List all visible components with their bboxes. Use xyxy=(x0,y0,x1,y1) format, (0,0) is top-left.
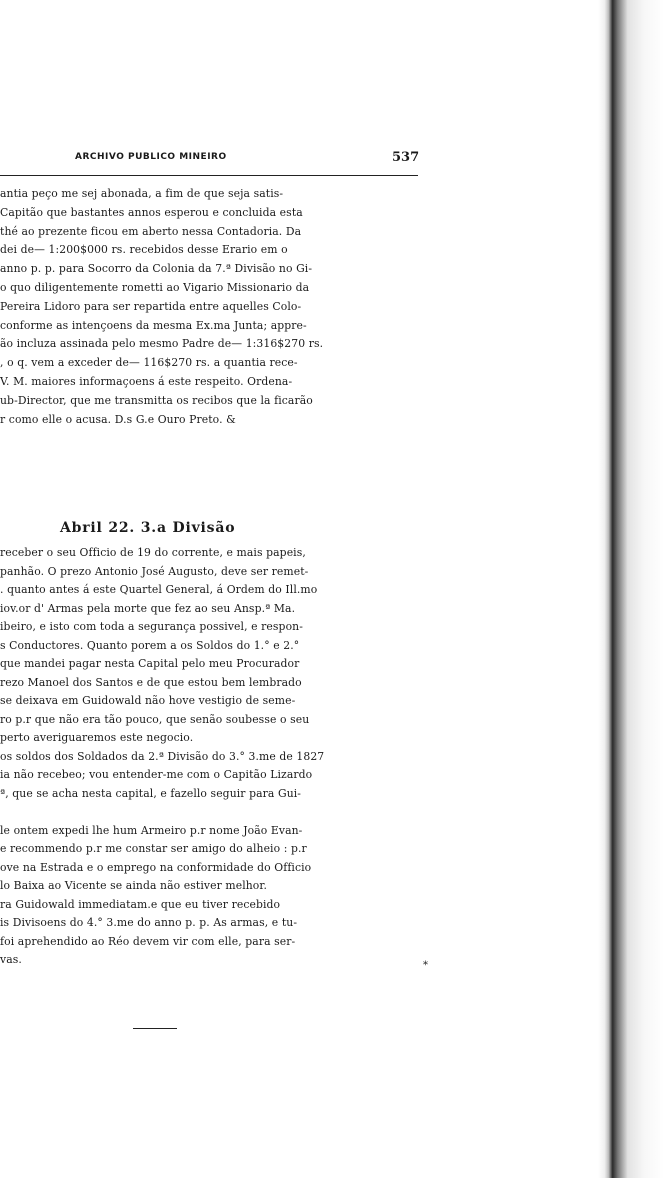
text-line: ro p.r que não era tão pouco, que senão soubesse o seu xyxy=(0,712,310,726)
text-line: os soldos dos Soldados da 2.ª Divisão do 3.° 3.me de 1827 xyxy=(0,749,325,763)
text-line: dei de— 1:200$000 rs. recebidos desse Erario em o xyxy=(0,243,288,257)
paragraph-1 xyxy=(0,185,420,429)
paragraph-2 xyxy=(0,544,420,970)
text-line: r como elle o acusa. D.s G.e Ouro Preto. & xyxy=(0,412,236,426)
closing-rule xyxy=(133,1028,177,1029)
text-line: thé ao prezente ficou em aberto nessa Contadoria. Da xyxy=(0,224,302,238)
text-line: vas. xyxy=(0,953,22,966)
section-heading: Abril 22. 3.a Divisão xyxy=(60,519,236,536)
text-line: que mandei pagar nesta Capital pelo meu Procurador xyxy=(0,657,300,670)
text-line: le ontem expedi lhe hum Armeiro p.r nome João Evan- xyxy=(0,823,303,837)
text-line: receber o seu Officio de 19 do corrente, e mais papeis, xyxy=(0,546,306,559)
text-line: ia não recebeo; vou entender-me com o Capitão Lizardo xyxy=(0,768,313,781)
running-title: ARCHIVO PUBLICO MINEIRO xyxy=(75,152,227,162)
header-rule xyxy=(0,175,418,176)
text-line: , o q. vem a exceder de— 116$270 rs. a quantia rece- xyxy=(0,356,298,370)
blank-line xyxy=(0,803,420,822)
text-line: ibeiro, e isto com toda a segurança possivel, e respon- xyxy=(0,620,303,633)
text-line: is Divisoens do 4.° 3.me do anno p. p. As armas, e tu- xyxy=(0,916,298,929)
text-line: conforme as intençoens da mesma Ex.ma Junta; appre- xyxy=(0,318,307,332)
text-line: rezo Manoel dos Santos e de que estou bem lembrado xyxy=(0,675,302,689)
text-line: ove na Estrada e o emprego na conformidade do Officio xyxy=(0,860,312,874)
text-line: anno p. p. para Socorro da Colonia da 7.ª Divisão no Gi- xyxy=(0,262,313,276)
text-line: Capitão que bastantes annos esperou e concluida esta xyxy=(0,205,303,219)
text-line: s Conductores. Quanto porem a os Soldos do 1.° e 2.° xyxy=(0,638,300,652)
page-number: 537 xyxy=(392,150,420,165)
text-line: V. M. maiores informaçoens á este respeito. Ordena- xyxy=(0,374,293,388)
text-line: foi aprehendido ao Réo devem vir com elle, para ser- xyxy=(0,934,296,948)
text-line: ão incluza assinada pelo mesmo Padre de— 1:316$270 rs. xyxy=(0,337,324,351)
text-line: antia peço me sej abonada, a fim de que seja satis- xyxy=(0,187,284,200)
book-spine-shadow xyxy=(598,0,664,1178)
text-line: e recommendo p.r me constar ser amigo do alheio : p.r xyxy=(0,842,307,855)
page-header xyxy=(0,150,418,170)
text-line: o quo diligentemente rometti ao Vigario Missionario da xyxy=(0,280,310,294)
text-line: panhão. O prezo Antonio José Augusto, deve ser remet- xyxy=(0,564,309,578)
text-line: Pereira Lidoro para ser repartida entre aquelles Colo- xyxy=(0,299,302,313)
text-line: lo Baixa ao Vicente se ainda não estiver melhor. xyxy=(0,879,268,892)
text-line: ª, que se acha nesta capital, e fazello seguir para Gui- xyxy=(0,786,302,800)
text-line: iov.or d' Armas pela morte que fez ao seu Ansp.ª Ma. xyxy=(0,601,296,615)
text-line: perto averiguaremos este negocio. xyxy=(0,731,194,744)
margin-mark: * xyxy=(423,960,428,971)
text-line: . quanto antes á este Quartel General, á Ordem do Ill.mo xyxy=(0,583,318,596)
text-line: ub-Director, que me transmitta os recibos que la ficarão xyxy=(0,393,313,407)
text-line: se deixava em Guidowald não hove vestigio de seme- xyxy=(0,694,296,707)
text-line: ra Guidowald immediatam.e que eu tiver recebido xyxy=(0,897,281,911)
